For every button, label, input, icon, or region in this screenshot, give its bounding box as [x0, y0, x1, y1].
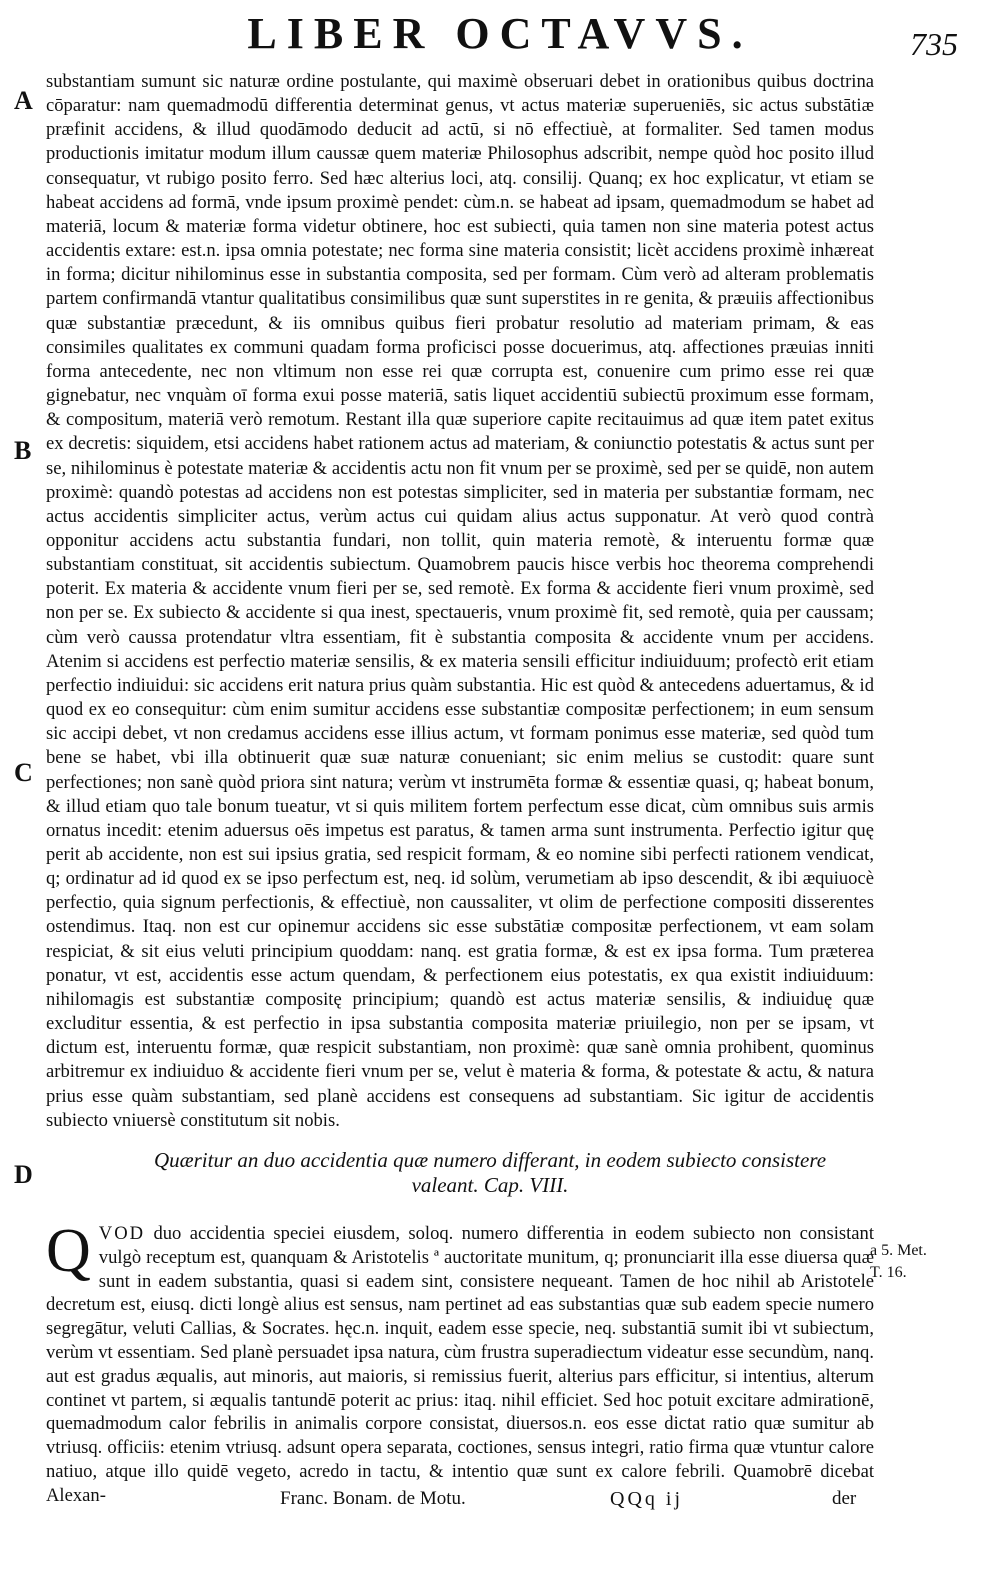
main-text-block — [46, 70, 874, 1133]
drop-cap: Q — [46, 1217, 91, 1285]
footer-author: Franc. Bonam. de Motu. — [280, 1488, 466, 1509]
chapter-lead-word: VOD — [98, 1223, 146, 1244]
body-paragraph: substantiam sumunt sic naturæ ordine postulante, qui maximè obseruari debet in orationibus quibus doctrina cōparatur: nam quemadmodū differentia determinat genus, vt actus materiæ superueniēs, sic actus substātiæ præfinit accidens, & illud quodāmodo deducit ad actū, si nō effectiuè, at formaliter. Sed tamen modus productionis imitatur modum illum caussæ quem materiæ Philosophus adscribit, nempe quòd hoc posito illud consequatur, vt rubigo posito ferro. Sed hæc alterius loci, atq. consilij. Quanq; ex hoc explicatur, vt etiam se habeat accidens ad formā, vnde ipsum proximè pendet: cùm.n. se habeat ad ipsam, quemadmodum se habet ad materiā, locum & materiæ forma videtur obtinere, hoc est subiecti, quia tamen non sine materia potest actus accidentis extare: est.n. ipsa omnia potestate; nec forma sine materia consistit; licèt accidens proximè inhæreat in forma; dicitur nihilominus esse in substantia composita, sed per formam. Cùm verò ad alteram problematis partem confirmandā vtantur qualitatibus consimilibus quæ sunt superstites in re genita, & præuiis affectionibus quæ substantiæ præcedunt, & iis omnibus quibus fieri probatur resolutio ad materiam primam, & eas consimiles qualitates ex communi quadam forma proficisci posse docuerimus, atq. affectiones præuias inniti forma antecedente, nec non vltimum non esse rei quæ corrupta est, conuenire cum primo esse rei quæ gignebatur, nec vnquàm oī forma exui posse materiā, satis liquet accidentiū subiectū proximum esse formam, & compositum, materiā verò remotum. Restant illa quæ superiore capite recitauimus ad quæ item patet exitus ex decretis: siquidem, etsi accidens habet rationem actus ad materiam, & coniunctio potestatis & actus sunt per se, nihilominus è potestate materiæ & accidentis actu non fit vnum per se proximè, sed per se quidē, non autem proximè: quandò potestas ad accidens non est potestas simpliciter, sed in materia per substantiæ formam, nec actus accidentis simpliciter actus, verùm actus cui quidam alius actus supponatur. At verò quod contrà opponitur accidens actu substantia fundari, non tollit, quin materia remotè, & interuentu formæ quæ substantiam constituat, sit accidentis subiectum. Quamobrem paucis hisce verbis hoc theorema comprehendi poterit. Ex materia & accidente vnum fieri per se, sed remotè. Ex forma & accidente fieri vnum proximè, sed non per se. Ex subiecto & accidente si qua inest, spectaueris, vnum proximè fit, sed remotè, quia per caussam; cùm verò caussa protendatur vltra essentiam, fit è substantia composita & accidente vnum per accidens. Atenim si accidens est perfectio materiæ sensilis, & ex materia sensili efficitur indiuiduum; profectò erit etiam perfectio indiuidui: sic accidens erit natura prius quàm substantia. Hic est quòd & antecedens aduertamus, & id quod ex eo consequitur: cùm enim sumitur accidens esse substantiæ compositæ perfectionem; in eum sensum sic accipi debet, vt non credamus accidens esse illius actum, vt formam ponimus esse materiæ, sed quòd tum bene se habet, vbi illa obtinuerit quæ suæ naturæ conueniant; sic enim melius se custodit: quare sunt perfectiones; non sanè quòd priora sint natura; verùm vt instrumēta formæ & essentiæ quasi, q; habeat bonum, & illud etiam quo tale bonum tueatur, vt si quis militem fortem perfectum esse dicat, cùm omnibus suis armis ornatus incedit: etenim aduersus oēs impetus est paratus, & tamen arma sunt instrumenta. Perfectio igitur quę perit ab accidente, non est sui ipsius gratia, sed respicit formam, & eo nomine sibi perfecti rationem vendicat, q; ordinatur ad id quod ex se ipso perfectum est, neq. id solùm, verumetiam ab ipso descendit, & ibi æquiuocè perfectio, quia signum perfectionis, & effectiuè, non caussaliter, vt olim de perfectione compositi disserentes ostendimus. Itaq. non est cur opinemur accidens sic esse substātiæ compositæ perfectionem, vt eam solam respiciat, & sit eius veluti principium quoddam: nanq. est gratia formæ, & est ex ipsa forma. Tum præterea ponatur, vt est, accidentis esse actum quendam, & perfectionem eius potestatis, ex qua existit indiuiduum: nihilomagis est substantiæ compositę principium; quandò est actus materiæ sensilis, & indiuiduę quæ excluditur essentia, & est perfectio in ipsa substantia composita materiæ priuilegio, non per se ipsam, vt dictum est, interuentu formæ, quæ respicit substantiam, non proximè: quæ sanè omnia prohibent, quominus arbitremur ex indiuiduo & accidente fieri vnum per se, velut è materia & forma, & potestate & actu, & natura prius esse quàm substantiam, sed planè accidens est consequens ad substantiam. Sic igitur de accidentis subiecto vniuersè constitutum sit nobis. — [46, 71, 874, 1131]
chapter-heading-line-1: Quæritur an duo accidentia quæ numero differant, in eodem subiecto consistere — [153, 1148, 827, 1172]
margin-letter-b: B — [14, 436, 32, 465]
catchword: der — [832, 1488, 857, 1509]
running-head-title: LIBER OCTAVVS. — [247, 9, 753, 58]
page-footer — [0, 1488, 1000, 1518]
margin-letter-a: A — [14, 86, 33, 115]
chapter-heading-line-2: valeant. Cap. VIII. — [411, 1173, 569, 1197]
margin-letter-c: C — [14, 758, 33, 787]
chapter-heading — [120, 1148, 860, 1198]
chapter-text: duo accidentia speciei eiusdem, soloq. numero differentia in eodem subiecto non consistant vulgò receptum est, quanquam & Aristotelis ª auctoritate munitum, q; pronunciarit illa esse diuersa quæ sunt in eadem substantia, quasi si eadem sint, consistere nequeant. Tamen de hoc nihil ab Aristotele decretum est, eiusq. dicti longè alius est sensus, nam pertinet ad eas substantias quæ sub eadem specie numero segregātur, veluti Callias, & Socrates. hęc.n. inquit, eadem esse specie, neq. substantiā sumit ibi vt subiectum, verùm vt essentiam. Sed planè persuadet ipsa natura, cùm frustra superadiectum videatur esse secundùm, nanq. aut est gradus æqualis, aut minoris, aut maioris, si remissius fuerit, alterius pars efficitur, si intentius, alterum continet vt partem, si æqualis tantundē poterit ac prius: itaq. nihil efficiet. Sed hoc potuit excitare admirationē, quemadmodum calor febrilis in animalis corpore consistat, diuersos.n. eos esse dictat ratio quæ sumitur ab vtriusq. officiis: etenim vtriusq. adsunt opera separata, coctiones, sensus integri, ratio firma quæ vtuntur calore natiuo, atque illo quidē vegeto, acredo in tactu, & intentio quæ sunt ex calore febrili. Quamobrē dicebat Alexan- — [46, 1223, 874, 1506]
marginal-reference-note: a 5. Met. T. 16. — [870, 1242, 927, 1281]
signature-mark: QQq ij — [610, 1488, 683, 1510]
page-number: 735 — [910, 26, 958, 62]
margin-letter-d: D — [14, 1160, 33, 1189]
chapter-body — [46, 1217, 874, 1508]
